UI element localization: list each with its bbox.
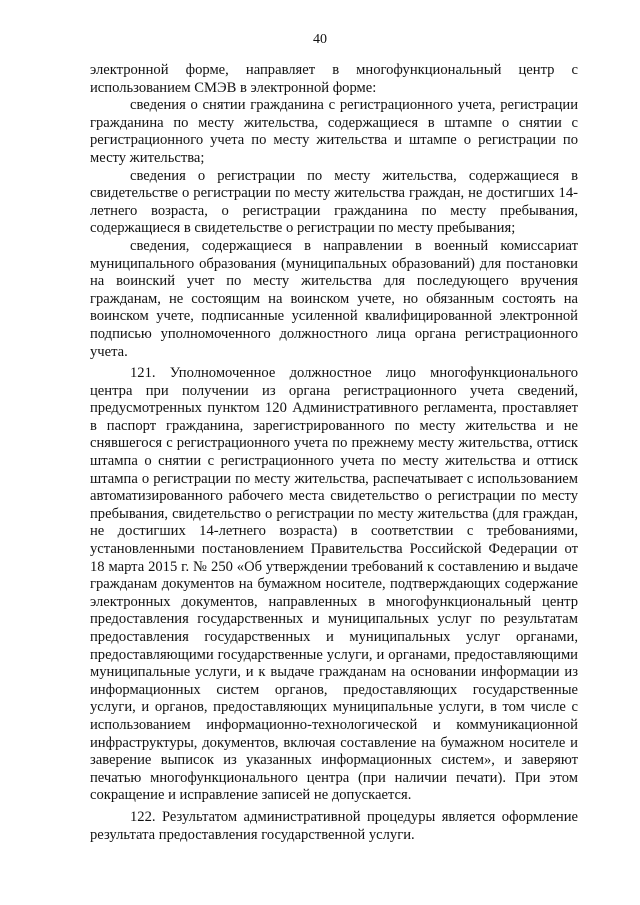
paragraph-list-item: сведения, содержащиеся в направлении в военный комиссариат муниципального образования (муниципальных образований) для постановки на воинский учет по месту жительства для последующего вручения гражданам, не состоящим на воинском учете, но обязанным состоять на воинском учете, подписанные усиленной квалифицированной электронной подписью уполномоченного должностного лица органа регистрационного учета. (90, 237, 578, 360)
paragraph-list-item: сведения о снятии гражданина с регистрационного учета, регистрации гражданина по месту жительства, содержащиеся в штампе о снятии с регистрационного учета по месту жительства и штампе о регистрации по месту жительства; (90, 97, 578, 166)
paragraph-clause-122: 122. Результатом административной процедуры является оформление результата предоставления государственной услуги. (90, 808, 578, 843)
paragraph-clause-121: 121. Уполномоченное должностное лицо многофункционального центра при получении из органа регистрационного учета сведений, предусмотренных пунктом 120 Административного регламента, проставляет в паспорт гражданина, зарегистрированного по месту жительства и не снявшегося с регистрационного учета по прежнему месту жительства, оттиск штампа о снятии с регистрационного учета по месту жительства и оттиск штампа о регистрации по месту жительства, распечатывает с использованием автоматизированного рабочего места свидетельство о регистрации по месту пребывания, свидетельство о регистрации по месту жительства (для граждан, не достигших 14-летнего возраста) в соответствии с требованиями, установленными постановлением Правительства Российской Федерации от 18 марта 2015 г. № 250 «Об утверждении требований к составлению и выдаче гражданам документов на бумажном носителе, подтверждающих содержание электронных документов, направленных в многофункциональный центр предоставления государственных и муниципальных услуг по результатам предоставления государственных и муниципальных услуг органами, предоставляющими государственные услуги, и органами, предоставляющими муниципальные услуги, и к выдаче гражданам на основании информации из информационных систем органов, предоставляющих государственные услуги, и органов, предоставляющих муниципальные услуги, в том числе с использованием информационно-технологической и коммуникационной инфраструктуры, документов, включая составление на бумажном носителе и заверение выписок из указанных информационных систем», и заверяют печатью многофункционального центра (при наличии печати). При этом сокращение и исправление записей не допускается. (90, 365, 578, 804)
page-number: 40 (313, 32, 327, 47)
paragraph-intro: электронной форме, направляет в многофункциональный центр с использованием СМЭВ в электронной форме: (90, 62, 578, 96)
paragraph-list-item: сведения о регистрации по месту жительства, содержащиеся в свидетельстве о регистрации по месту жительства граждан, не достигших 14-летнего возраста, о регистрации гражданина по месту пребывания, содержащиеся в свидетельстве о регистрации по месту пребывания; (90, 167, 578, 237)
document-body (90, 62, 578, 844)
